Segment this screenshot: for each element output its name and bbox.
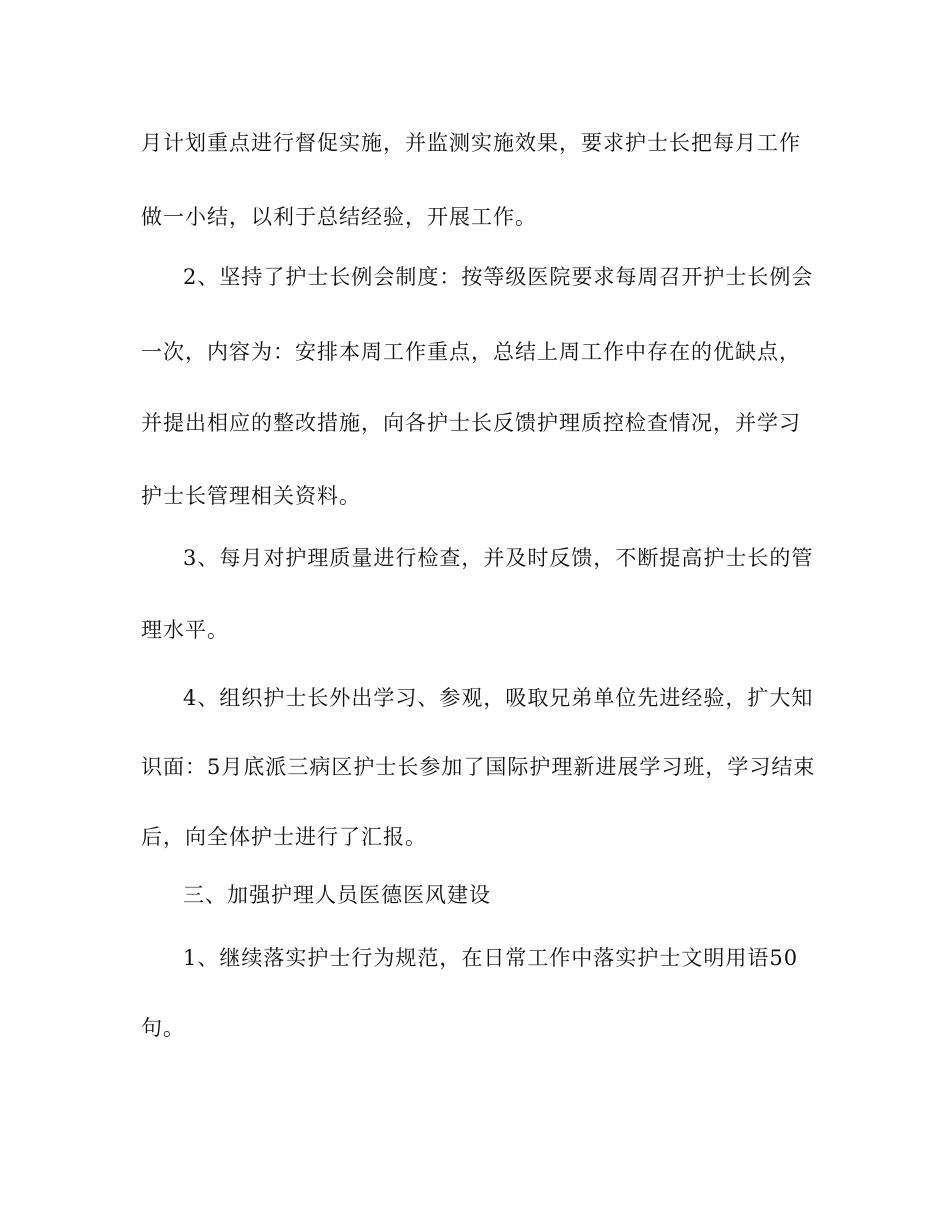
paragraph-line: 护士长管理相关资料。 <box>141 484 361 508</box>
list-item-4: 4、组织护士长外出学习、参观，吸取兄弟单位先进经验，扩大知 <box>183 686 814 710</box>
section-heading: 三、加强护理人员医德医风建设 <box>183 883 491 907</box>
list-item-2: 2、坚持了护士长例会制度：按等级医院要求每周召开护士长例会 <box>183 265 814 289</box>
paragraph-line: 并提出相应的整改措施，向各护士长反馈护理质控检查情况，并学习 <box>141 411 801 435</box>
paragraph-line: 月计划重点进行督促实施，并监测实施效果，要求护士长把每月工作 <box>141 131 801 155</box>
list-item-1: 1、继续落实护士行为规范，在日常工作中落实护士文明用语50 <box>183 946 799 970</box>
paragraph-line: 后，向全体护士进行了汇报。 <box>141 825 427 849</box>
paragraph-line: 识面：5月底派三病区护士长参加了国际护理新进展学习班，学习结束 <box>141 755 816 779</box>
paragraph-line: 做一小结，以利于总结经验，开展工作。 <box>141 205 537 229</box>
paragraph-line: 句。 <box>141 1016 185 1040</box>
list-item-3: 3、每月对护理质量进行检查，并及时反馈，不断提高护士长的管 <box>183 546 814 570</box>
paragraph-line: 理水平。 <box>141 618 229 642</box>
paragraph-line: 一次，内容为：安排本周工作重点，总结上周工作中存在的优缺点， <box>141 340 801 364</box>
